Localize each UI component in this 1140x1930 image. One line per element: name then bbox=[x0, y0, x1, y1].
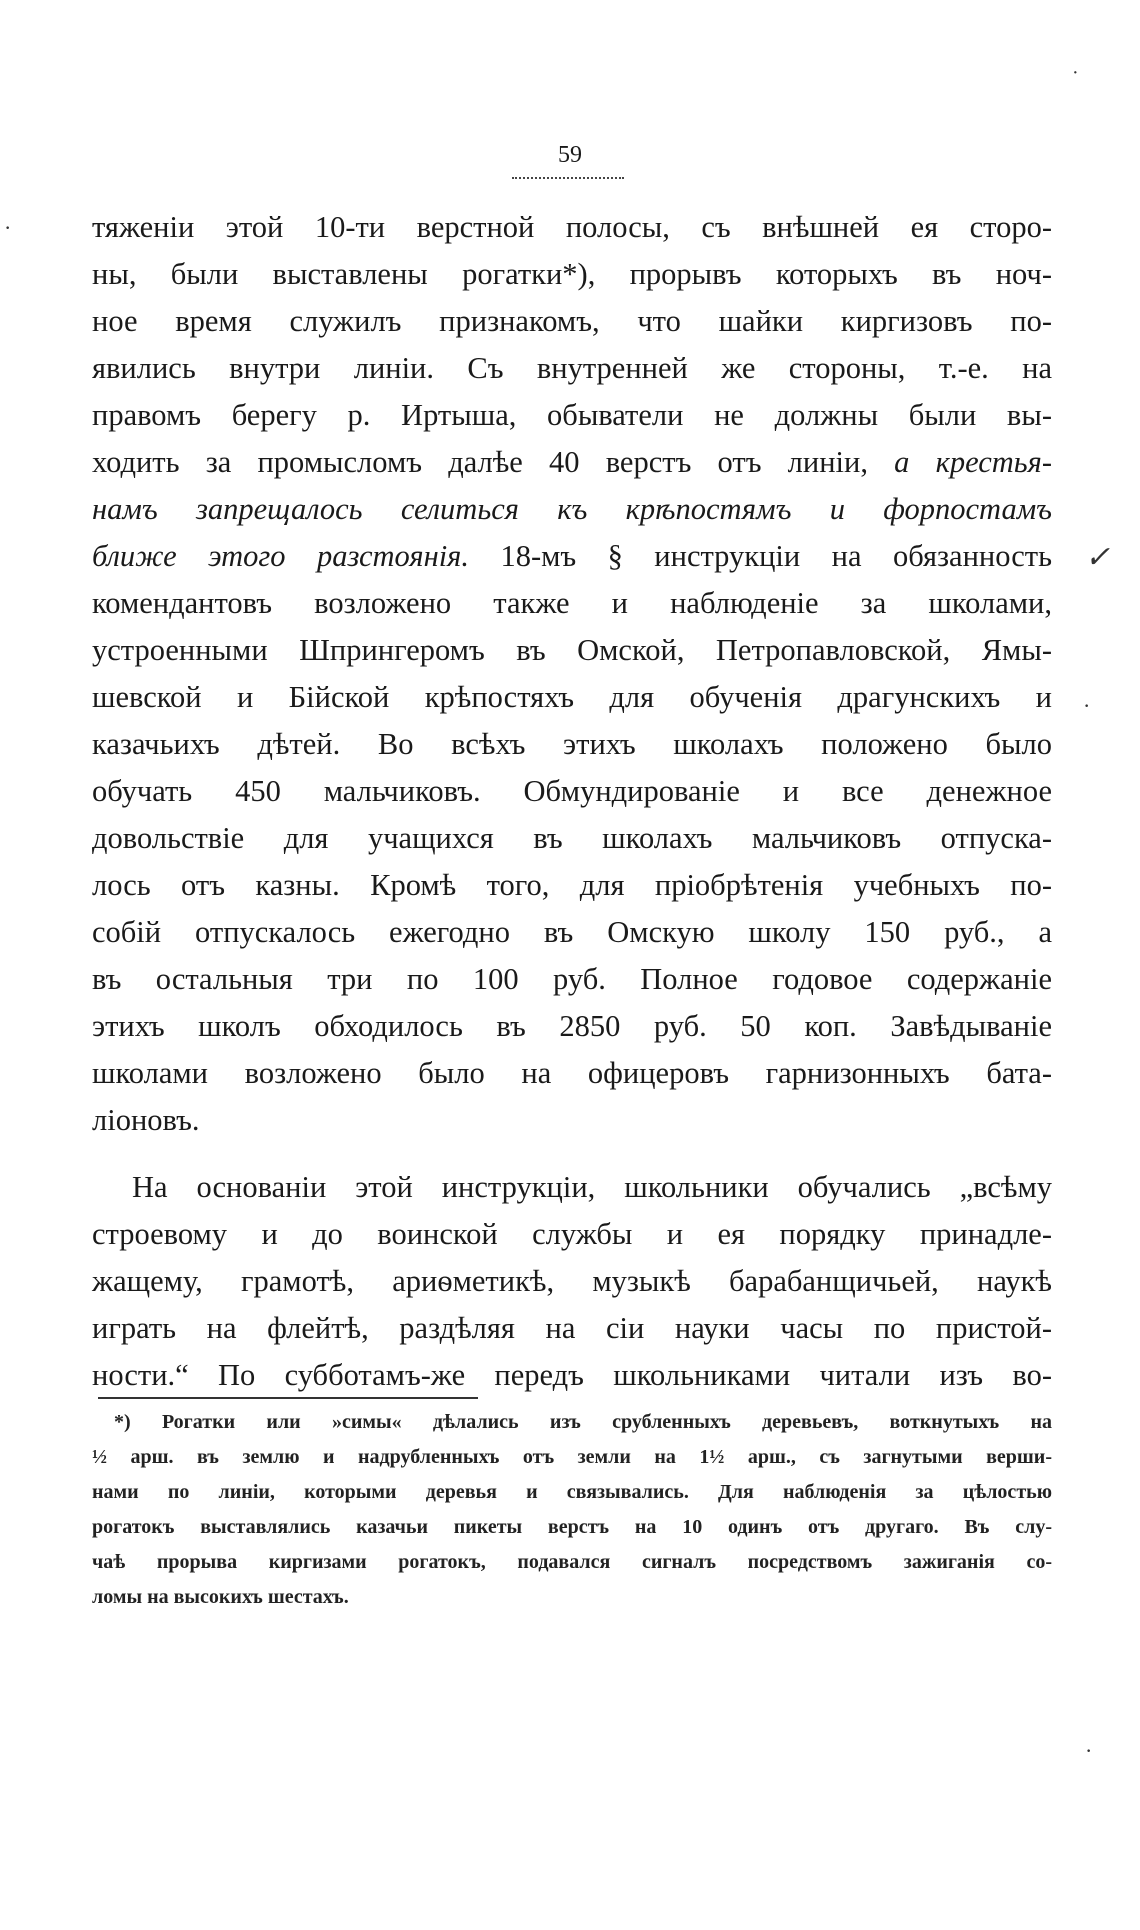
text-line: комендантовъ возложено также и наблюденіе за школами, bbox=[92, 586, 1052, 620]
text-line-italic: намъ запрещалось селиться къ крѣпостямъ и форпостамъ bbox=[92, 492, 1052, 526]
scan-speck: · bbox=[4, 215, 12, 240]
text-line: школами возложено было на офицеровъ гарнизонныхъ бата- bbox=[92, 1056, 1052, 1090]
text-line: играть на флейтѣ, раздѣляя на сіи науки часы по пристой- bbox=[92, 1311, 1052, 1345]
text-line: ное время служилъ признакомъ, что шайки киргизовъ по- bbox=[92, 304, 1052, 338]
footnote bbox=[92, 1405, 1052, 1615]
italic-segment: ближе этого разстоянія. bbox=[92, 539, 469, 573]
footnote-line: ½ арш. въ землю и надрубленныхъ отъ земли на 1½ арш., съ загнутыми верши- bbox=[92, 1446, 1052, 1468]
text-line: На основаніи этой инструкціи, школьники обучались „всѣму bbox=[132, 1170, 1052, 1204]
text-line: жащему, грамотѣ, ариѳметикѣ, музыкѣ барабанщичьей, наукѣ bbox=[92, 1264, 1052, 1298]
footnote-line: *) Рогатки или »симы« дѣлались изъ срубленныхъ деревьевъ, воткнутыхъ на bbox=[114, 1411, 1052, 1433]
text-line bbox=[92, 533, 1052, 580]
text-segment: 18-мъ § инструкціи на обязанность bbox=[500, 539, 1053, 573]
text-line: строевому и до воинской службы и ея порядку принадле- bbox=[92, 1217, 1052, 1251]
text-line: явились внутри линіи. Съ внутренней же стороны, т.-е. на bbox=[92, 351, 1052, 385]
text-line: тяженіи этой 10-ти верстной полосы, съ внѣшней ея сторо- bbox=[92, 210, 1052, 244]
text-segment: ходить за промысломъ далѣе 40 верстъ отъ линіи, bbox=[92, 445, 868, 479]
main-text bbox=[92, 204, 1052, 1399]
page-number: 59 bbox=[558, 142, 582, 168]
text-line: ности.“ По субботамъ-же передъ школьниками читали изъ во- bbox=[92, 1358, 1052, 1392]
scan-speck: · bbox=[1083, 693, 1091, 718]
italic-segment: а крестья- bbox=[894, 445, 1053, 479]
footnote-line: рогатокъ выставлялись казачьи пикеты верстъ на 10 одинъ отъ другаго. Въ слу- bbox=[92, 1516, 1052, 1538]
scan-speck: · bbox=[1072, 62, 1079, 84]
footnote-line: нами по линіи, которыми деревья и связывались. Для наблюденія за цѣлостью bbox=[92, 1481, 1052, 1503]
text-line: устроенными Шпрингеромъ въ Омской, Петропавловской, Ямы- bbox=[92, 633, 1052, 667]
scan-speck: · bbox=[1085, 1738, 1093, 1763]
footnote-line: чаѣ прорыва киргизами рогатокъ, подавался сигналъ посредствомъ зажиганія со- bbox=[92, 1551, 1052, 1573]
page-number-underline bbox=[512, 177, 624, 179]
paragraph-gap bbox=[92, 1144, 1052, 1164]
text-line: правомъ берегу р. Иртыша, обыватели не должны были вы- bbox=[92, 398, 1052, 432]
text-line: ліоновъ. bbox=[92, 1103, 200, 1137]
text-line: въ остальныя три по 100 руб. Полное годовое содержаніе bbox=[92, 962, 1052, 996]
text-line: собій отпускалось ежегодно въ Омскую школу 150 руб., а bbox=[92, 915, 1052, 949]
text-line: шевской и Бійской крѣпостяхъ для обученія драгунскихъ и bbox=[92, 680, 1052, 714]
text-line: этихъ школъ обходилось въ 2850 руб. 50 коп. Завѣдываніе bbox=[92, 1009, 1052, 1043]
text-line: лось отъ казны. Кромѣ того, для пріобрѣтенія учебныхъ по- bbox=[92, 868, 1052, 902]
footnote-line: ломы на высокихъ шестахъ. bbox=[92, 1586, 349, 1608]
text-line: обучать 450 мальчиковъ. Обмундированіе и все денежное bbox=[92, 774, 1052, 808]
text-line bbox=[92, 439, 1052, 486]
text-line: ны, были выставлены рогатки*), прорывъ которыхъ въ ноч- bbox=[92, 257, 1052, 291]
margin-checkmark: ✓ bbox=[1085, 541, 1111, 574]
footnote-divider bbox=[98, 1397, 478, 1399]
text-line: довольствіе для учащихся въ школахъ мальчиковъ отпуска- bbox=[92, 821, 1052, 855]
text-line: казачьихъ дѣтей. Во всѣхъ этихъ школахъ положено было bbox=[92, 727, 1052, 761]
